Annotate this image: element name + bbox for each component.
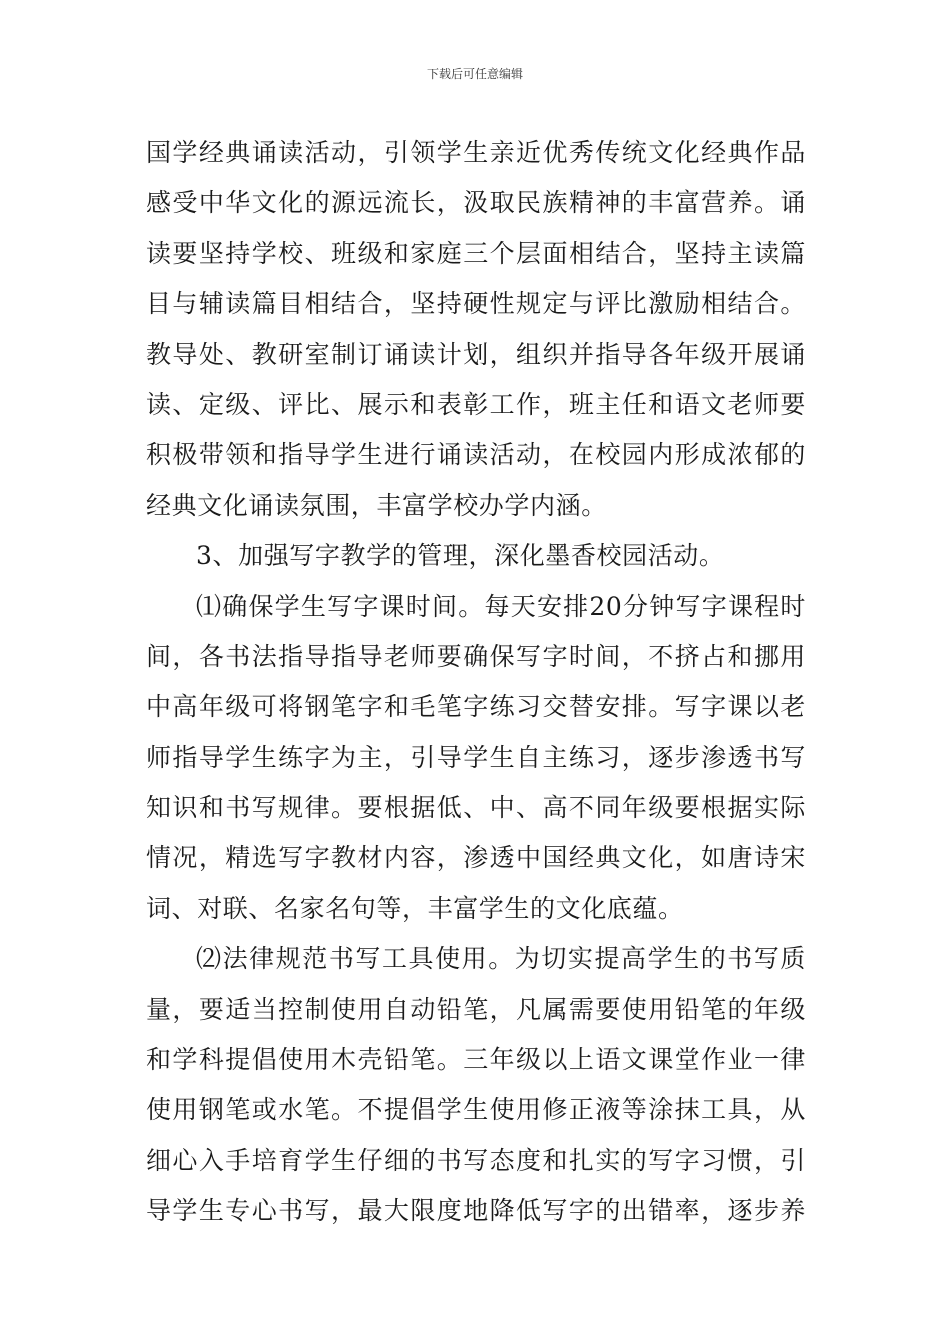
text-line: 经典文化诵读氛围，丰富学校办学内涵。 <box>146 490 607 520</box>
text-line: 词、对联、名家名句等，丰富学生的文化底蕴。 <box>146 893 684 923</box>
text-line: 国学经典诵读活动，引领学生亲近优秀传统文化经典作品 <box>146 138 806 167</box>
text-line: 积极带领和指导学生进行诵读活动，在校园内形成浓郁的 <box>146 440 806 470</box>
text-line: 细心入手培育学生仔细的书写态度和扎实的写字习惯，引 <box>146 1145 806 1175</box>
page-header-note: 下载后可任意编辑 <box>426 67 523 81</box>
text-line: 读、定级、评比、展示和表彰工作，班主任和语文老师要 <box>146 389 806 419</box>
text-line: 师指导学生练字为主，引导学生自主练习，逐步渗透书写 <box>146 742 806 772</box>
text-line: 读要坚持学校、班级和家庭三个层面相结合，坚持主读篇 <box>146 238 806 268</box>
text-line: 量，要适当控制使用自动铅笔，凡属需要使用铅笔的年级 <box>146 994 806 1024</box>
section-heading: 3、加强写字教学的管理，深化墨香校园活动。 <box>196 541 725 571</box>
text-line: 知识和书写规律。要根据低、中、高不同年级要根据实际 <box>146 793 806 823</box>
text-line: 中高年级可将钢笔字和毛笔字练习交替安排。写字课以老 <box>146 692 806 722</box>
text-line: 目与辅读篇目相结合，坚持硬性规定与评比激励相结合。 <box>146 289 806 319</box>
paragraph-start-line: ⑵法律规范书写工具使用。为切实提高学生的书写质 <box>196 944 806 974</box>
text-line: 和学科提倡使用木壳铅笔。三年级以上语文课堂作业一律 <box>146 1045 806 1075</box>
text-line: 情况，精选写字教材内容，渗透中国经典文化，如唐诗宋 <box>146 843 806 873</box>
text-line: 使用钢笔或水笔。不提倡学生使用修正液等涂抹工具，从 <box>146 1095 806 1125</box>
text-line: 导学生专心书写，最大限度地降低写字的出错率，逐步养 <box>146 1196 806 1226</box>
text-line: 间，各书法指导指导老师要确保写字时间，不挤占和挪用 <box>146 641 806 671</box>
text-line: 感受中华文化的源远流长，汲取民族精神的丰富营养。诵 <box>146 188 806 218</box>
text-line: 教导处、教研室制订诵读计划，组织并指导各年级开展诵 <box>146 339 806 369</box>
paragraph-start-line: ⑴确保学生写字课时间。每天安排20分钟写字课程时 <box>196 591 806 621</box>
document-body <box>146 128 806 1237</box>
